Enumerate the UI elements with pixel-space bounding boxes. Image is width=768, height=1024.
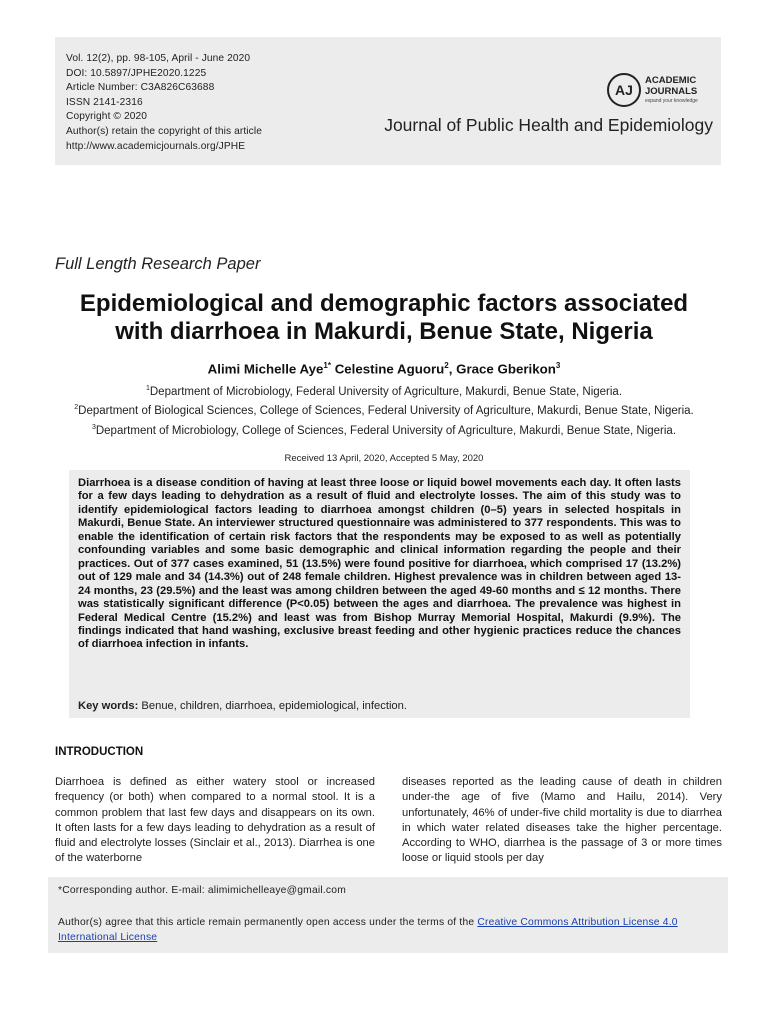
abstract-text: Diarrhoea is a disease condition of having at least three loose or liquid bowel movements each day. It often lasts for a few days leading to dehydration as a result of fluid and electrolyte losses. The aim of this study was to identify epidemiological factors leading to diarrhoea amongst children (0–5) years in selected hospitals in Makurdi, Benue State. An interviewer structured questionnaire was administered to 377 respondents. This was to enable the identification of certain risk factors that the respondents may be exposed to as well as potentially confounding variables and some basic demographic and clinical information regarding the people and their practices. Out of 377 cases examined, 51 (13.5%) were found positive for diarrhoea, which comprised 17 (13.2%) out of 129 male and 34 (14.3%) out of 248 female children. Highest prevalence was in children between aged 13-24 months, 23 (29.5%) and the least was among children between the aged 49-60 months and ≤ 12 months. There was statistically significant difference (P<0.05) between the ages and diarrhoea. The prevalence was highest in Federal Medical Centre (15.2%) and least was from Bishop Murray Memorial Hospital, Makurdi (9.9%). The findings indicated that hand washing, exclusive breast feeding and other hygienic practices reduce the chances of diarrhoea infection in infants. [78, 477, 681, 651]
affiliation-text: Department of Microbiology, Federal University of Agriculture, Makurdi, Benue State, Nigeria. [149, 385, 623, 398]
affiliation-text: Department of Biological Sciences, College of Sciences, Federal University of Agriculture, Makurdi, Benue State, Nigeria. [78, 405, 694, 418]
author-list: Alimi Michelle Aye$^{1*}$ Celestine Aguoru$^2$, Grace Gberikon$^3$ [207, 361, 561, 377]
author-name: Grace Gberikon [456, 361, 556, 377]
meta-volume: Vol. 12(2), pp. 98-105, April - June 2020 [66, 53, 251, 64]
meta-article-number: Article Number: C3A826C63688 [66, 82, 215, 94]
affiliation [62, 420, 706, 439]
aj-logo-icon: AJ [607, 73, 641, 107]
license-text: Author(s) agree that this article remain permanently open access under the terms of the [58, 917, 478, 928]
meta-url[interactable]: http://www.academicjournals.org/JPHE [66, 140, 246, 152]
logo-tagline: expand your knowledge [645, 98, 698, 104]
keywords-label: Key words: [78, 700, 139, 712]
meta-rights: Author(s) retain the copyright of this article [66, 125, 262, 137]
affiliation-text: Department of Microbiology, College of Sciences, Federal University of Agriculture, Makurdi, Benue State, Nigeria. [95, 424, 677, 437]
title-line2: with diarrhoea in Makurdi, Benue State, Nigeria [115, 318, 653, 345]
author-sup: 2 [444, 361, 449, 370]
logo-wordmark [645, 76, 697, 97]
affiliation-num: 2 [74, 404, 79, 412]
author-name: Celestine Aguoru [334, 361, 445, 377]
logo-line1: ACADEMIC [645, 75, 697, 86]
author-sup: 1* [323, 361, 331, 370]
keywords [78, 700, 681, 712]
abstract-box [69, 470, 690, 718]
affiliation [62, 381, 706, 400]
meta-copyright: Copyright © 2020 [66, 111, 148, 123]
article-metadata [66, 52, 262, 154]
paper-title [40, 290, 728, 346]
received-dates: Received 13 April, 2020, Accepted 5 May, 2020 [284, 453, 484, 464]
section-heading-introduction: INTRODUCTION [55, 746, 144, 758]
author-name: Alimi Michelle Aye [207, 361, 324, 377]
corresponding-author: *Corresponding author. E-mail: alimimichelleaye@gmail.com [58, 885, 346, 896]
intro-column-left: Diarrhoea is defined as either watery stool or increased frequency (or both) when compared to a normal stool. It is a common problem that last few days and disappears on its own. It often lasts for a few days leading to dehydration as a result of fluid and electrolyte losses (Sinclair et al., 2013). Diarrhea is one of the waterborne [55, 776, 375, 865]
author-sup: 3 [555, 361, 561, 370]
affiliation-num: 1 [145, 385, 150, 392]
title-line1: Epidemiological and demographic factors associated [79, 290, 689, 317]
academic-journals-logo [607, 73, 717, 109]
affiliation [62, 400, 706, 419]
paper-type: Full Length Research Paper [55, 255, 261, 273]
journal-name: Journal of Public Health and Epidemiology [384, 115, 713, 135]
keywords-list: Benue, children, diarrhoea, epidemiological, infection. [141, 700, 407, 712]
meta-doi: DOI: 10.5897/JPHE2020.1225 [66, 67, 207, 79]
meta-issn: ISSN 2141-2316 [66, 96, 143, 108]
affiliation-num: 3 [91, 423, 96, 431]
logo-line2: JOURNALS [645, 85, 698, 97]
footer-notes [48, 877, 728, 953]
license-note [58, 915, 723, 945]
license-link[interactable]: Creative Commons Attribution License 4.0 International License [58, 917, 678, 943]
journal-header [55, 37, 721, 165]
intro-column-right: diseases reported as the leading cause of death in children under-the age of five (Mamo and Hailu, 2014). Very unfortunately, 46% of under-five child mortality is due to diarrhea in which water related diseases take the higher percentage. According to WHO, diarrhea is the passage of 3 or more times loose or liquid stools per day [402, 776, 722, 865]
affiliations [62, 381, 706, 439]
